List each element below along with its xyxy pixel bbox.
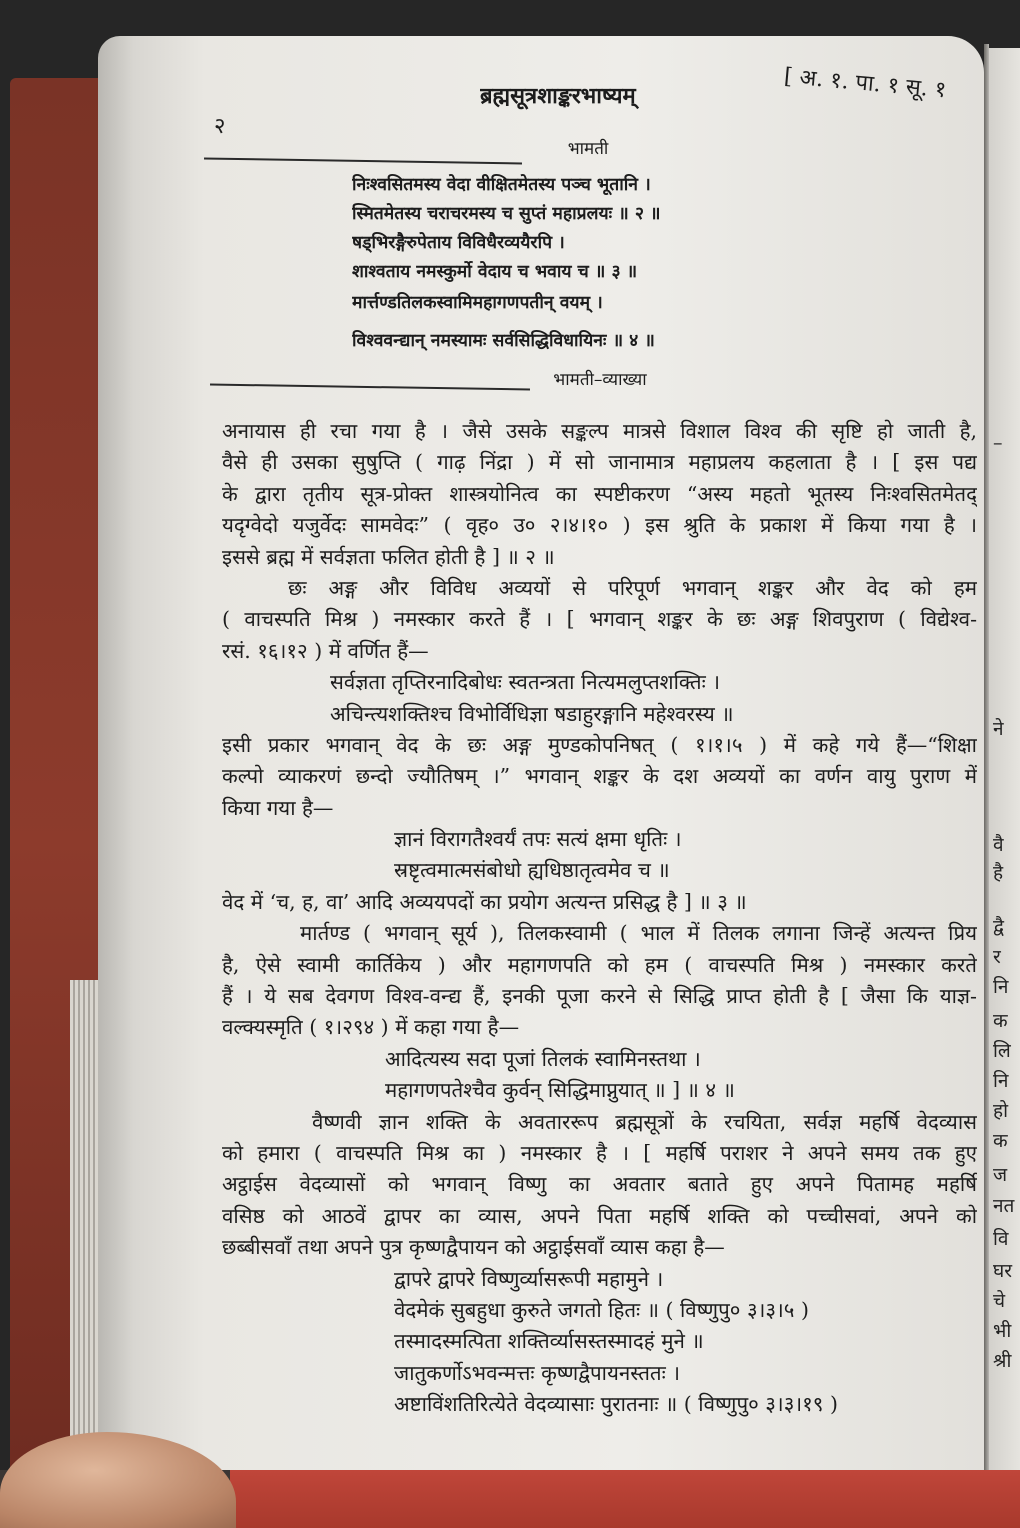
para-2-line: छः अङ्ग और विविध अव्ययों से परिपूर्ण भगवान् शङ्कर और वेद को हम (288, 575, 977, 600)
para-1-line: अनायास ही रचा गया है । जैसे उसके सङ्कल्प मात्रसे विशाल विश्व की सृष्टि हो जाती है, (222, 419, 977, 443)
para-4-line: वेद में ‘च, ह, वा’ आदि अव्ययपदों का प्रयोग अत्यन्त प्रसिद्ध है ] ॥ ३ ॥ (222, 889, 747, 914)
para-1-line: वैसे ही उसका सुषुप्ति ( गाढ़ निंद्रा ) में सो जानामात्र महाप्रलय कहलाता है । [ इस पद्य (222, 450, 977, 475)
book-cover-bottom (230, 1470, 1020, 1528)
para-5-line: मार्तण्ड ( भगवान् सूर्य ), तिलकस्वामी ( भाल में तिलक लगाना जिन्हें अत्यन्त प्रिय (300, 921, 977, 946)
bhamati-verse-line: षड्भिरङ्गैरुपेताय विविधैरव्ययैरपि । (352, 233, 565, 253)
section-reference: [ अ. १. पा. १ सू. १ (782, 64, 948, 104)
verse-4-line: अष्टाविंशतिरित्येते वेदव्यासाः पुरातनाः ॥ ( विष्णुपु० ३।३।१९ ) (394, 1392, 838, 1417)
bhamati-verse-line: मार्त्तण्डतिलकस्वामिमहागणपतीन् वयम् । (352, 293, 603, 313)
para-5-line: है, ऐसे स्वामी कार्तिकेय ) और महागणपति को हम ( वाचस्पति मिश्र ) नमस्कार करते (222, 952, 977, 977)
bhamati-verse-line: स्मितमेतस्य चराचरमस्य च सुप्तं महाप्रलयः ॥ २ ॥ (352, 204, 661, 224)
page-number: २ (214, 114, 226, 139)
adjacent-page-fragment: घर (993, 1260, 1013, 1282)
para-2-line: रसं. १६।१२ ) में वर्णित हैं— (222, 638, 429, 663)
verse-4-line: जातुकर्णोऽभवन्मत्तः कृष्णद्वैपायनस्ततः । (394, 1360, 681, 1385)
adjacent-page-fragment: नि (993, 1070, 1009, 1092)
page-stack-edges (70, 980, 100, 1470)
para-6-line: छब्बीसवाँ तथा अपने पुत्र कृष्णद्वैपायन को अट्ठाईसवाँ व्यास कहा है— (222, 1235, 725, 1260)
verse-2-line: स्रष्टृत्वमात्मसंबोधो ह्यधिष्ठातृत्वमेव च ॥ (394, 858, 670, 883)
para-1-line: इससे ब्रह्म में सर्वज्ञता फलित होती है ] ॥ २ ॥ (222, 544, 555, 569)
verse-3-line: आदित्यस्य सदा पूजां तिलकं स्वामिनस्तथा । (385, 1046, 701, 1071)
bhamati-heading: भामती (567, 139, 609, 159)
adjacent-page-fragment: भी (993, 1320, 1012, 1342)
verse-2-line: ज्ञानं विरागतैश्वर्यं तपः सत्यं क्षमा धृतिः । (394, 827, 682, 852)
para-6-line: अट्ठाईस वेदव्यासों को भगवान् विष्णु का अवतार बताते हुए अपने पितामह महर्षि (222, 1172, 977, 1197)
para-3-line: इसी प्रकार भगवान् वेद के छः अङ्ग मुण्डकोपनिषत् ( १।१।५ ) में कहे गये हैं—“शिक्षा (222, 732, 977, 757)
adjacent-page-fragment: वि (993, 1228, 1009, 1250)
verse-4-line: द्वापरे द्वापरे विष्णुर्व्यासरूपी महामुने । (394, 1266, 664, 1291)
adjacent-page-fragment: है (993, 862, 1004, 884)
bhamati-verse-line: विश्ववन्द्यान् नमस्यामः सर्वसिद्धिविधायिनः ॥ ४ ॥ (352, 331, 655, 351)
bhamati-verse-line: निःश्वसितमस्य वेदा वीक्षितमेतस्य पञ्च भूतानि । (352, 175, 651, 195)
adjacent-page-edge (989, 48, 1020, 1470)
adjacent-page-fragment: – (993, 432, 1003, 454)
bhamati-verse-line: शाश्वताय नमस्कुर्मो वेदाय च भवाय च ॥ ३ ॥ (352, 262, 638, 282)
para-6-line: को हमारा ( वाचस्पति मिश्र का ) नमस्कार है । [ महर्षि पराशर ने अपने समय तक हुए (222, 1140, 977, 1165)
para-2-line: ( वाचस्पति मिश्र ) नमस्कार करते हैं । [ भगवान् शङ्कर के छः अङ्ग शिवपुराण ( विद्येश्व- (222, 607, 977, 632)
adjacent-page-fragment: लि (993, 1040, 1011, 1062)
vyakhya-heading: भामती–व्याख्या (553, 370, 647, 390)
para-3-line: कल्पो व्याकरणं छन्दो ज्यौतिषम् ।” भगवान् शङ्कर के दश अव्ययों का वर्णन वायु पुराण में (222, 764, 977, 789)
running-title: ब्रह्मसूत्रशाङ्करभाष्यम् (480, 83, 636, 109)
adjacent-page-fragment: क (993, 1010, 1008, 1032)
verse-3-line: महागणपतेश्चैव कुर्वन् सिद्धिमाप्नुयात् ॥ ] ॥ ४ ॥ (385, 1078, 735, 1103)
adjacent-page-fragment: श्री (993, 1350, 1012, 1372)
adjacent-page-fragment: वै (993, 834, 1004, 856)
adjacent-page-fragment: हो (993, 1100, 1009, 1122)
para-6-line: वसिष्ठ को आठवें द्वापर का व्यास, अपने पिता महर्षि शक्ति को पच्चीसवां, अपने को (222, 1203, 977, 1228)
para-5-line: हैं । ये सब देवगण विश्व-वन्द्य हैं, इनकी पूजा करने से सिद्धि प्राप्त होती है [ जैसा कि याज्ञ- (222, 984, 977, 1009)
commentary-body (222, 416, 977, 1421)
verse-1-line: सर्वज्ञता तृप्तिरनादिबोधः स्वतन्त्रता नित्यमलुप्तशक्तिः । (330, 670, 721, 695)
adjacent-page-fragment: ने (993, 718, 1004, 740)
para-5-line: वल्क्यस्मृति ( १।२९४ ) में कहा गया है— (222, 1015, 520, 1040)
para-1-line: के द्वारा तृतीय सूत्र-प्रोक्त शास्त्रयोनित्व का स्पष्टीकरण “अस्य महतो भूतस्य निःश्वसितमेतद् (222, 481, 977, 506)
para-1-line: यदृग्वेदो यजुर्वेदः सामवेदः” ( वृह० उ० २।४।१० ) इस श्रुति के प्रकाश में किया गया है । (222, 513, 977, 538)
adjacent-page-fragment: नि (993, 976, 1009, 998)
para-3-line: किया गया है— (222, 795, 334, 820)
adjacent-page-fragment: चे (993, 1290, 1006, 1312)
verse-4-line: तस्मादस्मत्पिता शक्तिर्व्यासस्तस्मादहं मुने ॥ (394, 1329, 704, 1354)
verse-1-line: अचिन्त्यशक्तिश्च विभोर्विधिज्ञा षडाहुरङ्गानि महेश्वरस्य ॥ (330, 701, 734, 726)
adjacent-page-fragment: ज (993, 1164, 1008, 1186)
adjacent-page-fragment: क (993, 1130, 1008, 1152)
adjacent-page-fragment: नत (993, 1195, 1015, 1217)
verse-4-line: वेदमेकं सुबहुधा कुरुते जगतो हितः ॥ ( विष्णुपु० ३।३।५ ) (394, 1297, 809, 1322)
para-6-line: वैष्णवी ज्ञान शक्ति के अवताररूप ब्रह्मसूत्रों के रचयिता, सर्वज्ञ महर्षि वेदव्यास (312, 1109, 977, 1134)
adjacent-page-fragment: र (993, 946, 1001, 968)
adjacent-page-fragment: द्वै (993, 916, 1004, 938)
